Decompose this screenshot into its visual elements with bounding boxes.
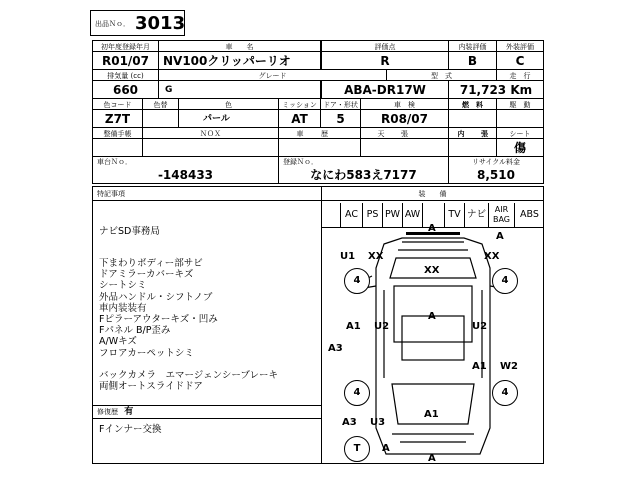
row4-values — [92, 138, 544, 157]
hdr-exterior: 外装評価 — [506, 43, 534, 51]
displacement-value: 660 — [93, 81, 159, 98]
car-name-value: NV100クリッパーリオ — [159, 52, 321, 69]
f-glass-value: 傷 — [513, 141, 526, 155]
dmg-a-bottom: A — [428, 453, 436, 464]
lot-label: 出品Ｎｏ． — [95, 20, 130, 28]
hdr-seat: シート — [509, 130, 531, 138]
dmg-a-top: A — [428, 223, 436, 234]
nox-value — [143, 139, 279, 156]
note-line: フロアカーペットシミ — [99, 347, 194, 359]
dmg-a1-bottom: A1 — [424, 409, 439, 420]
notes-list — [99, 258, 278, 392]
note-line: Fパネル B/P歪み — [99, 325, 171, 337]
repair-row — [93, 405, 321, 419]
row2-values — [92, 80, 544, 99]
dmg-u2-left: U2 — [374, 321, 390, 332]
recycle-value: 8,510 — [477, 168, 515, 182]
color-value: パール — [179, 110, 279, 127]
note-line: 車内装装有 — [99, 302, 147, 314]
hdr-chassis: 車台Ｎｏ． — [97, 158, 132, 166]
hdr-model: 型 式 — [387, 70, 497, 80]
fuel-value — [449, 110, 497, 127]
hdr-color-change: 色替 — [143, 99, 179, 109]
lot-number: 3013 — [135, 13, 186, 34]
dmg-xx-left: XX — [368, 251, 384, 262]
equip-navi: ナビ — [464, 203, 488, 227]
mileage-value: 71,723 Km — [459, 83, 533, 97]
interior-value: B — [449, 52, 497, 69]
equip-ac: AC — [340, 203, 362, 227]
roof-value — [361, 139, 449, 156]
hdr-interior-2: 張 — [473, 128, 497, 138]
exterior-value: C — [515, 54, 525, 68]
interior-trim-value — [449, 139, 497, 156]
equipment-panel — [322, 186, 544, 464]
equip-aw: AW — [402, 203, 422, 227]
hdr-color: 色 — [179, 99, 279, 109]
drive-value — [497, 110, 543, 127]
hdr-interior-1: 内 — [457, 130, 465, 138]
equip-tv: TV — [444, 203, 464, 227]
inspection-value: R08/07 — [361, 110, 449, 127]
dmg-u1: U1 — [340, 251, 356, 262]
grade-value: G — [159, 81, 321, 98]
note-line: バックカメラ エマージェンシーブレーキ — [99, 369, 279, 381]
note-line: シートシミ — [99, 280, 147, 292]
wheel-rear-right: 4 — [492, 380, 518, 406]
dmg-a-top-right: A — [496, 231, 504, 242]
score-value: R — [321, 52, 449, 69]
notes-top: ナビSD事務局 — [99, 226, 160, 237]
note-line: A/Wキズ — [99, 336, 137, 348]
hdr-recycle: リサイクル料金 — [471, 158, 521, 166]
hdr-color-code: 色コード — [93, 99, 143, 109]
equip-ps: PS — [362, 203, 382, 227]
dmg-xx-right: XX — [484, 251, 500, 262]
notes-panel — [92, 186, 322, 464]
hdr-mission: ミッション — [279, 99, 321, 109]
mission-value: AT — [279, 110, 321, 127]
hdr-inspection: 車 検 — [361, 99, 449, 109]
equip-abs: ABS — [514, 203, 544, 227]
hdr-doors: ドア・形状 — [321, 99, 361, 109]
model-value: ABA-DR17W — [321, 81, 449, 98]
hdr-history-2: 歴 — [321, 128, 361, 138]
hdr-year: 初年度登録年月 — [93, 41, 159, 51]
notes-title: 特記事項 — [93, 187, 321, 201]
dmg-a1-left: A1 — [346, 321, 361, 332]
note-line: 下まわりボディー部サビ — [99, 258, 203, 269]
hdr-displacement: 排気量 (cc) — [93, 70, 159, 80]
dmg-w2: W2 — [500, 361, 518, 372]
equip-airbag: AIR BAG — [488, 203, 514, 227]
hdr-roof-1: 天 — [377, 130, 385, 138]
note-line: Fピラーアウターキズ・凹み — [99, 313, 218, 325]
dmg-a3-left: A3 — [328, 343, 343, 354]
note-line — [99, 359, 278, 370]
hdr-roof-2: 張 — [401, 128, 449, 138]
history-value — [279, 139, 361, 156]
wheel-rear-left: 4 — [344, 380, 370, 406]
color-change-value — [143, 110, 179, 127]
hdr-fuel: 燃 料 — [449, 99, 497, 109]
dmg-a-mid: A — [428, 311, 436, 322]
hdr-mileage: 走 行 — [509, 72, 531, 80]
row5 — [92, 156, 544, 184]
note-line: 両側オートスライドドア — [99, 381, 203, 393]
chassis-value: -148433 — [157, 168, 214, 182]
wheel-front-right: 4 — [492, 268, 518, 294]
hdr-maintenance: 整備手帳 — [93, 128, 143, 138]
wheel-front-left: 4 — [344, 268, 370, 294]
note-line: 外品ハンドル・シフトノブ — [99, 291, 213, 303]
recycle-cell — [449, 157, 543, 183]
repair-value: 有 — [124, 407, 134, 417]
chassis-cell — [93, 157, 279, 183]
registration-value: なにわ583え7177 — [310, 168, 417, 182]
repair-label: 修復歴 — [97, 408, 118, 416]
hdr-score: 評価点 — [321, 41, 449, 51]
maintenance-value — [93, 139, 143, 156]
color-code-value: Z7T — [93, 110, 143, 127]
dmg-a3-bottom: A3 — [342, 417, 357, 428]
row1-values — [92, 51, 544, 70]
hdr-drive: 駆 動 — [509, 101, 531, 109]
registration-cell — [279, 157, 449, 183]
repair-note: Fインナー交換 — [99, 424, 162, 435]
dmg-a-bottom-left: A — [382, 443, 390, 454]
lot-number-box — [90, 10, 185, 36]
equip-pw: PW — [382, 203, 402, 227]
hdr-car-name: 車 名 — [159, 41, 321, 51]
hdr-grade: グレード — [159, 70, 387, 80]
dmg-u2-right: U2 — [472, 321, 488, 332]
hdr-nox: ＮＯＸ — [143, 128, 279, 138]
row3-values — [92, 109, 544, 128]
hdr-history-1: 車 — [296, 130, 304, 138]
dmg-u3: U3 — [370, 417, 386, 428]
equip-blank-0 — [322, 203, 340, 227]
note-line: ドアミラーカバーキズ — [99, 269, 194, 281]
hdr-registration: 登録Ｎｏ． — [283, 158, 318, 166]
dmg-xx-center: XX — [424, 265, 440, 276]
spare-tire: T — [344, 436, 370, 462]
doors-value: 5 — [321, 110, 361, 127]
dmg-a1-right: A1 — [472, 361, 487, 372]
year-value: R01/07 — [93, 52, 159, 69]
equipment-title: 装 備 — [322, 187, 543, 201]
hdr-interior: 内装評価 — [449, 41, 497, 51]
car-diagram — [322, 228, 544, 464]
